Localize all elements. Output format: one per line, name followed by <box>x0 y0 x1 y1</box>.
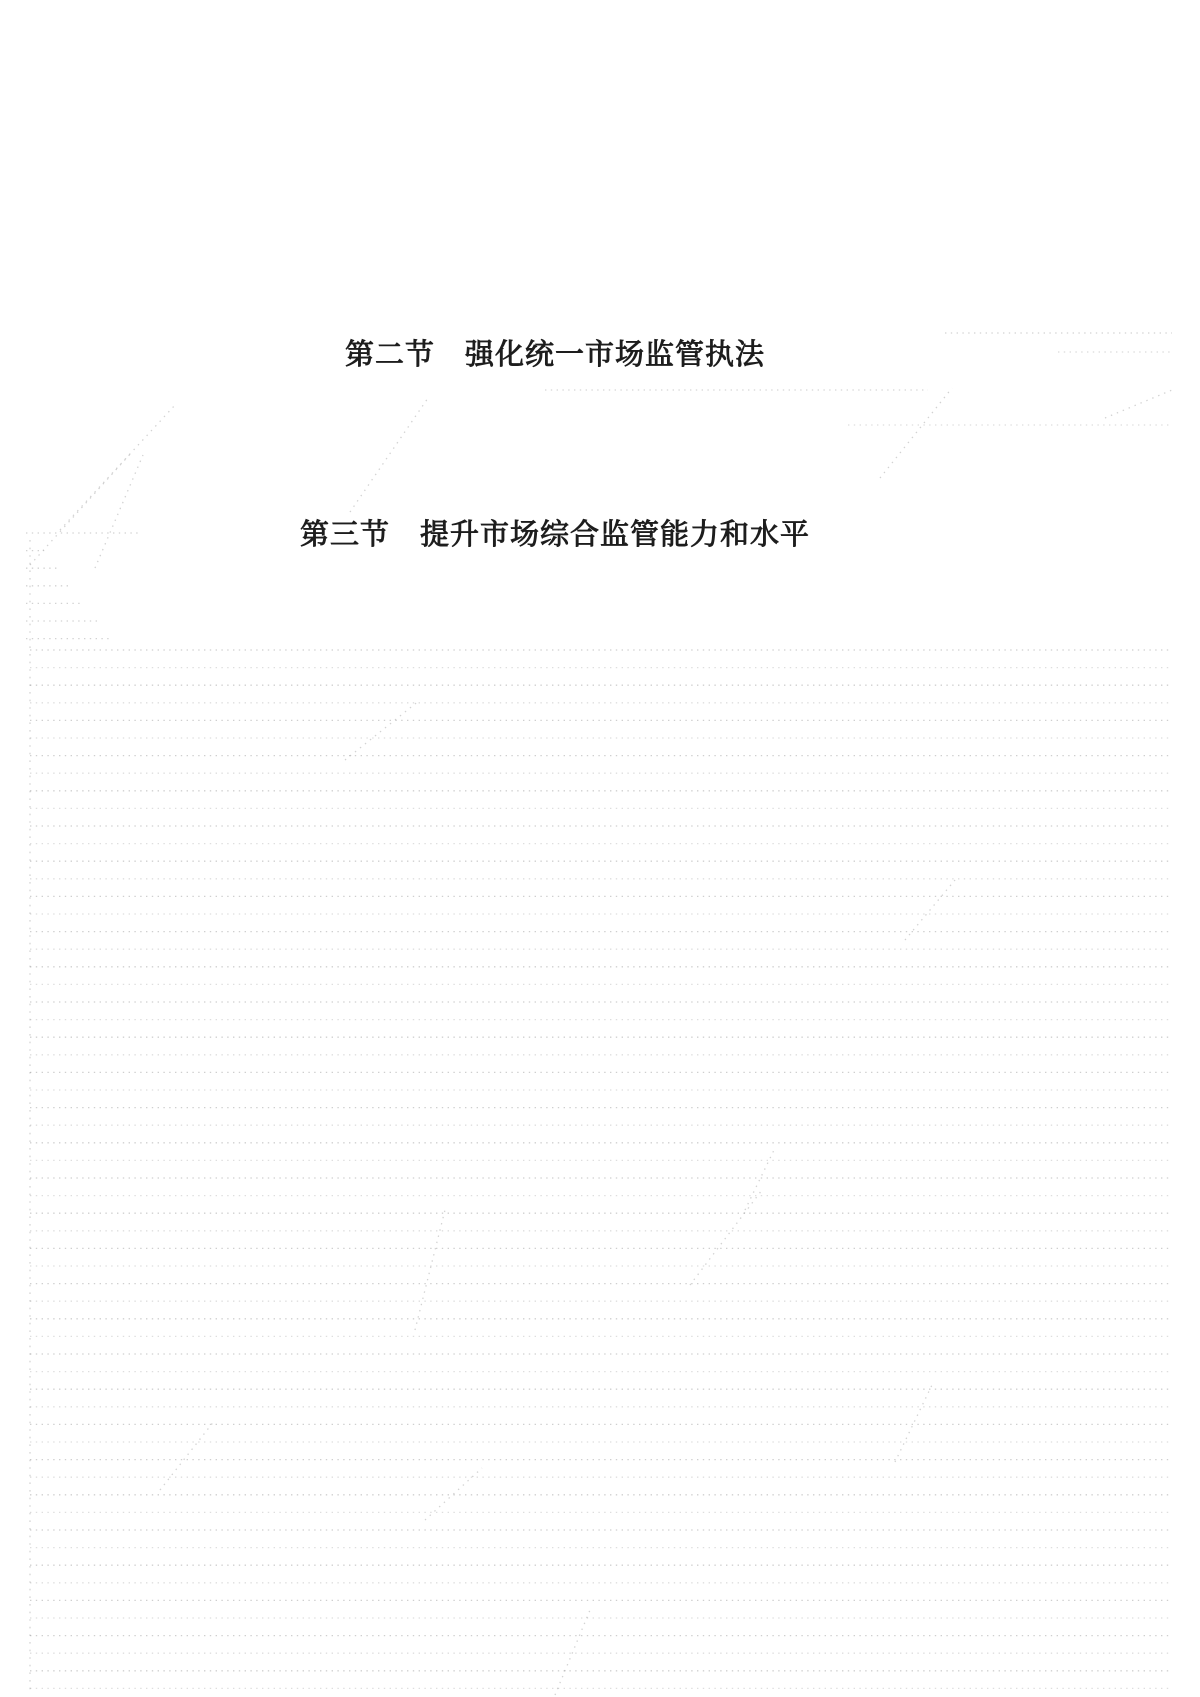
watermark-dotted-line <box>905 880 955 940</box>
document-text-column <box>145 265 965 625</box>
section-heading-3: 第三节 提升市场综合监管能力和水平 <box>299 519 810 551</box>
watermark-dotted-line <box>95 455 143 568</box>
blank-line <box>145 385 965 445</box>
watermark-dotted-line <box>345 700 420 760</box>
watermark-dotted-line <box>690 1190 762 1285</box>
blank-line <box>145 565 965 625</box>
watermark-dotted-line <box>160 1420 215 1490</box>
watermark-dotted-line <box>425 1468 482 1520</box>
blank-line <box>145 265 965 325</box>
watermark-dotted-line <box>1105 390 1172 418</box>
watermark-dotted-line <box>415 1210 445 1330</box>
watermark-dotted-line <box>745 1148 775 1210</box>
blank-line <box>145 445 965 505</box>
watermark-dotted-line <box>30 452 132 565</box>
watermark-dotted-line <box>895 1385 932 1462</box>
watermark-dotted-line <box>555 1610 590 1695</box>
section-heading-2: 第二节 强化统一市场监管执法 <box>344 339 765 371</box>
